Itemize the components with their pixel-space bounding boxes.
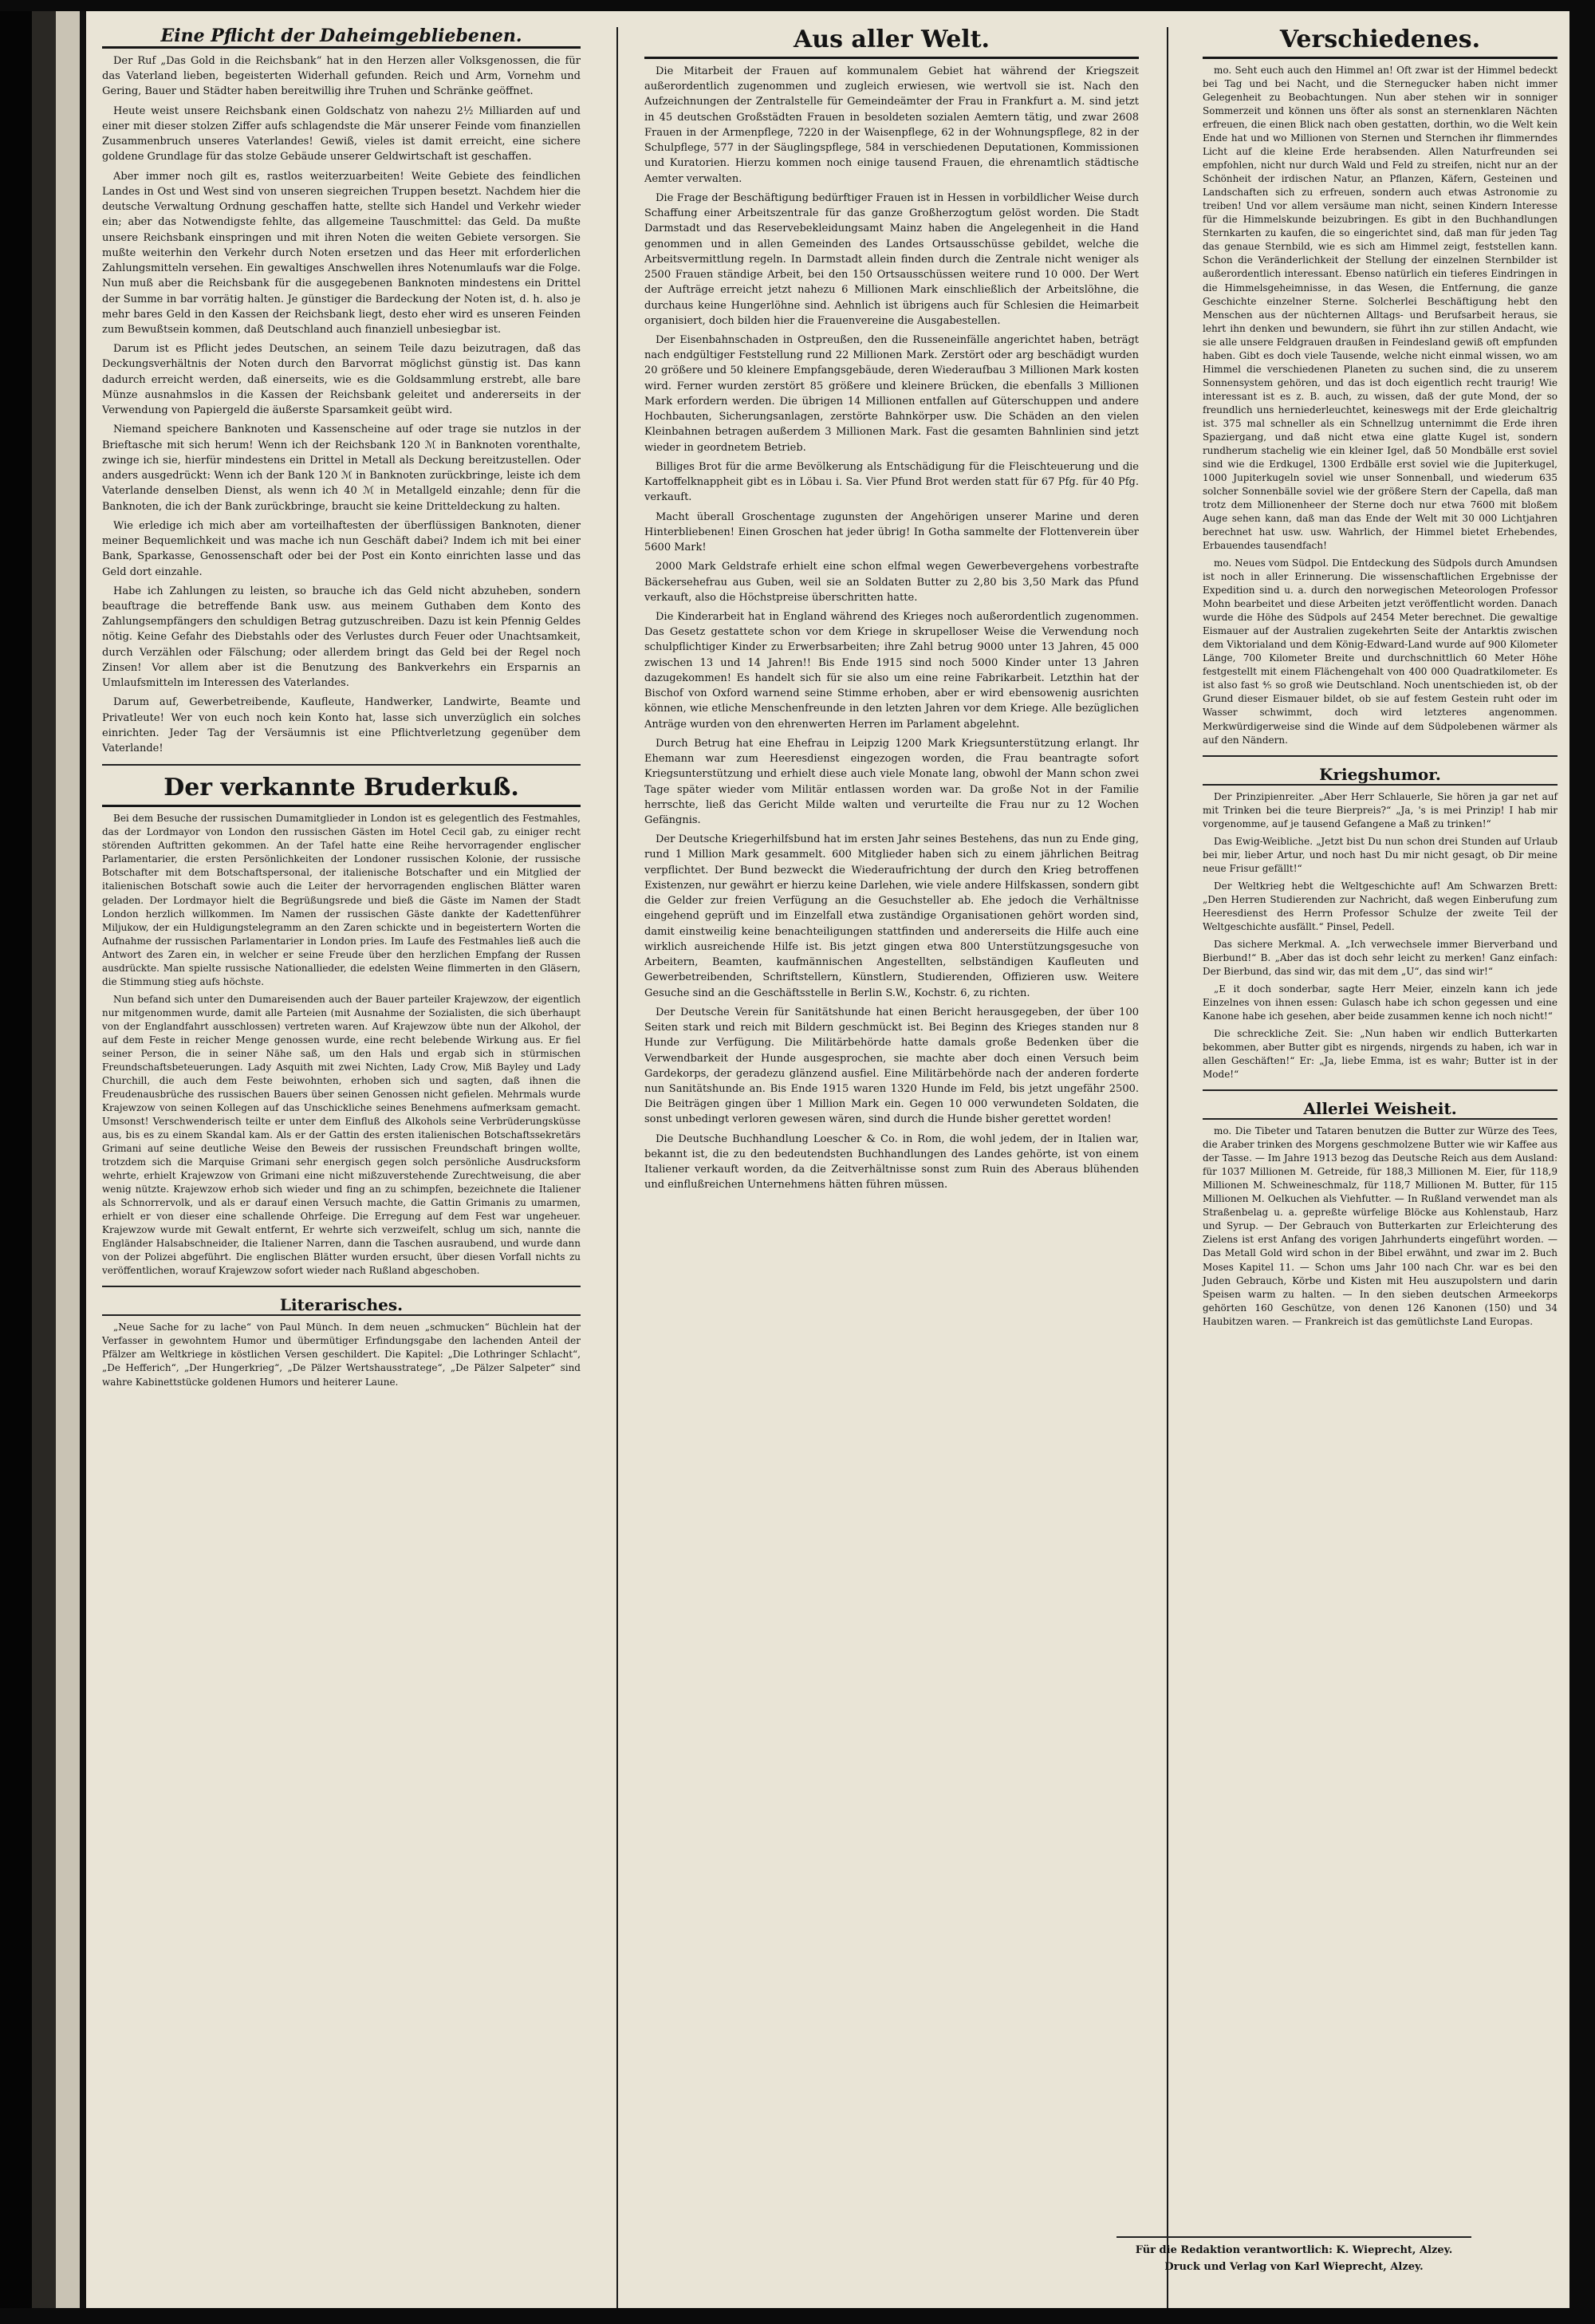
article-heading: Kriegshumor.: [1203, 765, 1558, 786]
article-heading: Literarisches.: [102, 1295, 581, 1316]
section-divider: [1203, 1089, 1558, 1091]
paragraph: Wie erledige ich mich aber am vorteilhaftesten der überflüssigen Banknoten, diener meiner Bequemlichkeit und was mache ich nun Geschäft dabei? Indem ich mit bei einer Bank, Sparkasse, Genossenschaft oder bei der Post ein Konto einrichten lasse und das Geld dort einzahle.: [102, 519, 581, 578]
paragraph: Die schreckliche Zeit. Sie: „Nun haben wir endlich Butterkarten bekommen, aber Butter gibt es nirgends, nirgends zu haben, ich war in allen Geschäften!“ Er: „Ja, liebe Emma, ist es wahr; Butter ist in der Mode!“: [1203, 1028, 1558, 1081]
paragraph: mo. Seht euch auch den Himmel an! Oft zwar ist der Himmel bedeckt bei Tag und bei Nacht, und die Sternegucker haben nicht immer Gelegenheit zu Beobachtungen. Nun aber stehen wir in sonniger Sommerzeit und können uns öfter als sonst an sternenklaren Nächten erfreuen, die einen Blick nach oben gestatten, dorthin, wo die Welt kein Ende hat und wo Millionen von Sternen und Sternchen ihr flimmerndes Licht auf die kleine Erde herabsenden. Allen Naturfreunden sei empfohlen, nicht nur durch Wald und Feld zu streifen, nicht nur an der Schönheit der irdischen Natur, an Pflanzen, Käfern, Gesteinen und Landschaften sich zu erfreuen, sondern auch etwas Astronomie zu treiben! Und vor allem versäume man nicht, seinen Kindern Interesse für die Himmelskunde beizubringen. Es gibt in den Buchhandlungen Sternkarten zu kaufen, die so eingerichtet sind, daß man für jeden Tag das genaue Sternbild, wie es sich am Himmel zeigt, feststellen kann. Schon die Veränderlichkeit der Stellung der einzelnen Sternbilder ist außerordentlich interessant. Ebenso natürlich ein tieferes Eindringen in die Himmelsgeheimnisse, in das Wesen, die Entfernung, die ganze Geschichte einzelner Sterne. Solcherlei Beschäftigung hebt den Menschen aus der nüchternen Alltags- und Berufsarbeit heraus, sie lehrt ihn denken und bewundern, sie führt ihn zur stillen Andacht, wie sie alle unsere Feldgrauen draußen in Feindesland gewiß oft empfunden haben. Gibt es doch viele Tausende, welche nicht einmal wissen, wo am Himmel die verschiedenen Planeten zu suchen sind, die zu unserem Sonnensystem gehören, und das ist doch eigentlich recht traurig! Wie interessant ist es z. B. auch, zu wissen, daß der gute Mond, der so freundlich uns herniederleuchtet, keineswegs mit der Erde gleichaltrig ist. 375 mal schneller als ein Schnellzug unternimmt die Erde ihren Spaziergang, und daß nicht etwa eine glatte Kugel ist, sondern rundherum stachelig wie ein kleiner Igel, daß 50 Mondbälle erst soviel sind wie die Erdkugel, 1300 Erdbälle erst soviel wie die Jupiterkugel, 1000 Jupiterkugeln soviel wie unser Sonnenball, und wiederum 635 solcher Sonnenbälle soviel wie der größere Stern der Capella, daß man trotz dem Millionenheer der Sterne doch nur etwa 7600 mit bloßem Auge sehen kann, daß man das Ende der Welt mit 30 000 Lichtjahren berechnet hat usw. usw. Wahrlich, der Himmel bietet Erhebendes, Erbauendes tausendfach!: [1203, 65, 1558, 552]
article-body: [102, 1321, 581, 1388]
article-body: [102, 812, 581, 1278]
article-body: [1203, 1125, 1558, 1328]
paragraph: Durch Betrug hat eine Ehefrau in Leipzig 1200 Mark Kriegsunterstützung erlangt. Ihr Ehemann war zum Heeresdienst eingezogen worden, die Frau beantragte sofort Kriegsunterstützung und erhielt diese auch viele Monate lang, obwohl der Mann schon zwei Tage später wieder vom Militär entlassen worden war. Da große Not in der Familie herrschte, ließ das Gericht Milde walten und verurteilte die Frau nur zu 12 Wochen Gefängnis.: [644, 737, 1139, 827]
paragraph: Darum auf, Gewerbetreibende, Kaufleute, Handwerker, Landwirte, Beamte und Privatleute! Wer von euch noch kein Konto hat, lasse sich unverzüglich ein solches einrichten. Jeder Tag der Versäumnis ist eine Pflichtverletzung gegenüber dem Vaterlande!: [102, 696, 581, 755]
paragraph: Heute weist unsere Reichsbank einen Goldschatz von nahezu 2½ Milliarden auf und einer mit dieser stolzen Ziffer aufs schlagendste die Mär unserer Feinde vom finanziellen Zusammenbruch unseres Vaterlandes! Gewiß, vieles ist damit erreicht, eine sichere goldene Grundlage für das stolze Gebäude unserer Geldwirtschaft ist geschaffen.: [102, 104, 581, 163]
paragraph: „E it doch sonderbar, sagte Herr Meier, einzeln kann ich jede Einzelnes von ihnen essen: Gulasch habe ich schon gegessen und eine Kanone habe ich gesehen, aber beide zusammen kenne ich noch nicht!“: [1203, 983, 1558, 1022]
article-body: [1203, 64, 1558, 747]
column-left: [102, 26, 581, 1393]
paragraph: Macht überall Groschentage zugunsten der Angehörigen unserer Marine und deren Hinterbliebenen! Einen Groschen hat jeder übrig! In Gotha sammelte der Flottenverein über 5600 Mark!: [644, 510, 1139, 554]
article-heading: Verschiedenes.: [1203, 26, 1558, 59]
article-body: [1203, 790, 1558, 1082]
paragraph: Nun befand sich unter den Dumareisenden auch der Bauer parteiler Krajewzow, der eigentlich nur mitgenommen wurde, damit alle Parteien (mit Ausnahme der Sozialisten, die sich überhaupt von der Englandfahrt ausschlossen) vertreten waren. Auf Krajewzow übte nun der Alkohol, der auf dem Feste in reicher Menge genossen wurde, eine recht belebende Wirkung aus. Er fiel seiner Person, die in seiner Nähe saß, um den Hals und ergab sich in stürmischen Freundschaftsbeteuerungen. Lady Asquith mit zwei Nichten, Lady Crow, Miß Bayley und Lady Churchill, die auch dem Feste beiwohnten, erhoben sich und sagten, daß ihnen die Freudenausbrüche des russischen Bauers über seinen Genossen nicht gefielen. Mehrmals wurde Krajewzow von seinen Kollegen auf das Unschickliche seines Benehmens aufmerksam gemacht. Umsonst! Verschwenderisch teilte er unter dem Einfluß des Alkohols seine Verbrüderungsküsse aus, bis es zu einem Skandal kam. Als er der Gattin des ersten italienischen Botschaftssekretärs Grimani auf seine deutliche Weise den Beweis der russischen Freundschaft bringen wollte, trotzdem sich die Marquise Grimani sehr energisch gegen solch persönliche Ausdrucksform wehrte, erhielt Krajewzow von Grimani eine nicht mißzuverstehende Zurechtweisung, die aber wenig nützte. Krajewzow erhob sich wieder und fing an zu schimpfen, bezeichnete die Italiener als Schnorrervolk, und als er darauf einen Versuch machte, die Gattin Grimanis zu umarmen, erhielt er von dieser eine schallende Ohrfeige. Die Erregung auf dem Fest war ungeheuer. Krajewzow wurde mit Gewalt entfernt, Er wehrte sich verzweifelt, schlug um sich, nannte die Engländer Halsabschneider, die Italiener Narren, dann die Taschen ausraubend, und wurde dann von der Polizei abgeführt. Die englischen Blätter wurden ersucht, über diesen Vorfall nichts zu veröffentlichen, worauf Krajewzow sofort wieder nach Rußland abgeschoben.: [102, 993, 581, 1277]
article-heading: Eine Pflicht der Daheimgebliebenen.: [102, 26, 581, 49]
binding-edge: [0, 11, 86, 2308]
paragraph: Das sichere Merkmal. A. „Ich verwechsele immer Bierverband und Bierbund!“ B. „Aber das ist doch sehr leicht zu merken! Ganz einfach: Der Bierbund, das sind wir, das mit dem „U“, das sind wir!“: [1203, 938, 1558, 977]
article-body: [644, 64, 1139, 1193]
column-middle: [644, 26, 1139, 1197]
article-body: [102, 53, 581, 756]
section-divider: [1203, 755, 1558, 757]
paragraph: Niemand speichere Banknoten und Kassenscheine auf oder trage sie nutzlos in der Brieftasche mit sich herum! Wenn ich der Reichsbank 120 ℳ in Banknoten vorenthalte, zwinge ich sie, hierfür mindestens ein Drittel in Metall als Deckung bereitzustellen. Oder anders ausgedrückt: Wenn ich der Bank 120 ℳ in Banknoten zurückbringe, leiste ich dem Vaterlande denselben Dienst, als wenn ich 40 ℳ in Metallgeld einzahle; denn für die Banknoten, die ich der Bank zurückbringe, braucht sie keine Dritteldeckung zu halten.: [102, 423, 581, 513]
paragraph: Die Frage der Beschäftigung bedürftiger Frauen ist in Hessen in vorbildlicher Weise durch Schaffung einer Arbeitszentrale für das ganze Großherzogtum gelöst worden. Die Stadt Darmstadt und das Reservebekleidungsamt Mainz haben die Angelegenheit in die Hand genommen und in allen Gemeinden des Landes Ortsausschüsse gebildet, welche die Arbeitsvermittlung regeln. In Darmstadt allein finden durch die Zentrale nicht weniger als 2500 Frauen ständige Arbeit, bei den 150 Ortsausschüssen weitere rund 10 000. Der Wert der Aufträge erreicht jetzt nahezu 6 Millionen Mark einschließlich der Arbeitslöhne, die durchaus keine Hungerlöhne sind. Aehnlich ist übrigens auch für Schlesien die Heimarbeit organisiert, doch bilden hier die Frauenvereine die Ausgabestellen.: [644, 191, 1139, 327]
paragraph: 2000 Mark Geldstrafe erhielt eine schon elfmal wegen Gewerbevergehens vorbestrafte Bäckersehefrau aus Guben, weil sie an Soldaten Butter zu 2,80 bis 3,50 Mark das Pfund verkauft, also die Höchstpreise überschritten hatte.: [644, 561, 1139, 604]
paragraph: Billiges Brot für die arme Bevölkerung als Entschädigung für die Fleischteuerung und die Kartoffelknappheit gibt es in Löbau i. Sa. Vier Pfund Brot werden statt für 67 Pfg. für 40 Pfg. verkauft.: [644, 460, 1139, 504]
paragraph: Die Mitarbeit der Frauen auf kommunalem Gebiet hat während der Kriegszeit außerordentlich zugenommen und zugleich erwiesen, wie wertvoll sie ist. Nach den Aufzeichnungen der Zentralstelle für Gemeindeämter der Frau in Frankfurt a. M. sind jetzt in 45 deutschen Großstädten Frauen in besoldeten sozialen Aemtern tätig, und zwar 2608 Frauen in der Armenpflege, 7220 in der Waisenpflege, 62 in der Wohnungspflege, 82 in der Schulpflege, 577 in der Säuglingspflege, 584 in verschiedenen Deputationen, Kommissionen und Kuratorien. Hierzu kommen noch einige tausend Frauen, die ehrenamtlich städtische Aemter verwalten.: [644, 65, 1139, 185]
article-heading: Allerlei Weisheit.: [1203, 1099, 1558, 1120]
imprint-printer: Druck und Verlag von Karl Wieprecht, Alzey.: [1164, 2260, 1424, 2273]
paragraph: Der Prinzipienreiter. „Aber Herr Schlauerle, Sie hören ja gar net auf mit Trinken bei die teure Bierpreis?“ „Ja, 's is mei Prinzip! I hab mir vorgenomme, auf je tausend Gefangene a Maß zu trinken!“: [1203, 790, 1558, 829]
section-divider: [102, 1286, 581, 1287]
paragraph: mo. Neues vom Südpol. Die Entdeckung des Südpols durch Amundsen ist noch in aller Erinnerung. Die wissenschaftlichen Ergebnisse der Expedition sind u. a. durch den norwegischen Meteorologen Professor Mohn bearbeitet und diese Arbeiten jetzt veröffentlicht worden. Danach wurde die Höhe des Südpols auf 2454 Meter berechnet. Die gewaltige Eismauer auf der Australien zugekehrten Seite der Antarktis zwischen dem Viktorialand und dem König-Edward-Land wurde auf 900 Kilometer Länge, 700 Kilometer Breite und durchschnittlich 60 Meter Höhe festgestellt mit einem Flächengehalt von 400 000 Quadratkilometer. Es ist also fast ⅘ so groß wie Deutschland. Noch unentschieden ist, ob der Grund dieser Eismauer bildet, ob sie auf festem Gestein ruht oder im Wasser schwimmt, doch wird letzteres angenommen. Merkwürdigerweise sind die Winde auf dem Südpolebenen wärmer als auf den Nändern.: [1203, 557, 1558, 746]
paragraph: Das Ewig-Weibliche. „Jetzt bist Du nun schon drei Stunden auf Urlaub bei mir, lieber Artur, und noch hast Du mir nicht gesagt, ob Dir meine neue Frisur gefällt!“: [1203, 835, 1558, 874]
paragraph: Aber immer noch gilt es, rastlos weiterzuarbeiten! Weite Gebiete des feindlichen Landes in Ost und West sind von unseren siegreichen Truppen besetzt. Nachdem hier die deutsche Verwaltung Ordnung geschaffen hatte, stellte sich Handel und Verkehr wieder ein; aber das Notwendigste fehlte, das allgemeine Tauschmittel: das Geld. Da mußte unsere Reichsbank einspringen und mit ihren Noten die weiten Gebiete versorgen. Sie mußte weiterhin den Verkehr durch Noten ersetzen und das Heer mit erforderlichen Zahlungsmitteln versehen. Ein gewaltiges Anschwellen ihres Notenumlaufs war die Folge. Nun muß aber die Reichsbank für die ausgegebenen Banknoten mindestens ein Drittel der Summe in bar vorrätig halten. Je günstiger die Bardeckung der Noten ist, d. h. also je mehr bares Geld in den Kassen der Reichsbank liegt, desto eher wird es unseren Feinden zum Bewußtsein kommen, daß Deutschland auch finanziell unbesiegbar ist.: [102, 170, 581, 336]
imprint-rule: [1116, 2236, 1471, 2238]
paragraph: mo. Die Tibeter und Tataren benutzen die Butter zur Würze des Tees, die Araber trinken des Morgens geschmolzene Butter wie wir Kaffee aus der Tasse. — Im Jahre 1913 bezog das Deutsche Reich aus dem Ausland: für 1037 Millionen M. Getreide, für 188,3 Millionen M. Eier, für 118,9 Millionen M. Schweineschmalz, für 118,7 Millionen M. Butter, für 115 Millionen M. Oelkuchen als Viehfutter. — In Rußland verwendet man als Straßenbelag u. a. gepreßte würfelige Blöcke aus Kohlenstaub, Harz und Syrup. — Der Gebrauch von Butterkarten zur Erleichterung des Zielens ist erst Anfang des vorigen Jahrhunderts eingeführt worden. — Das Metall Gold wird schon in der Bibel erwähnt, und zwar im 2. Buch Moses Kapitel 11. — Schon ums Jahr 100 nach Chr. war es bei den Juden Gebrauch, Körbe und Kisten mit Heu auszupolstern und darin Speisen warm zu halten. — In den sieben deutschen Armeekorps gehörten 160 Geschütze, von denen 126 Kanonen (150) und 34 Haubitzen waren. — Frankreich ist das gemütlichste Land Europas.: [1203, 1125, 1558, 1327]
paragraph: Habe ich Zahlungen zu leisten, so brauche ich das Geld nicht abzuheben, sondern beauftrage die betreffende Bank usw. aus meinem Guthaben dem Konto des Zahlungsempfängers den schuldigen Betrag gutzuschreiben. Dazu ist kein Pfennig Geldes nötig. Keine Gefahr des Diebstahls oder des Verlustes durch Feuer oder Unachtsamkeit, durch Verzählen oder Fälschung; oder allerdem bringt das Geld bei der Regel noch Zinsen! Vor allem aber ist die Benutzung des Bankverkehrs ein Ersparnis an Umlaufsmitteln im Interessen des Vaterlandes.: [102, 585, 581, 690]
paragraph: „Neue Sache for zu lache“ von Paul Münch. In dem neuen „schmucken“ Büchlein hat der Verfasser in gewohntem Humor und übermütiger Erfindungsgabe den lachenden Anteil der Pfälzer am Weltkriege in köstlichen Versen geschildert. Die Kapitel: „Die Lothringer Schlacht“, „De Hefferich“, „Der Hungerkrieg“, „De Pälzer Wertshausstratege“, „De Pälzer Salpeter“ sind wahre Kabinettstücke goldenen Humors und heiterer Laune.: [102, 1322, 581, 1388]
article-heading: Aus aller Welt.: [644, 26, 1139, 59]
column-rule: [1167, 27, 1168, 2308]
paragraph: Der Deutsche Kriegerhilfsbund hat im ersten Jahr seines Bestehens, das nun zu Ende ging, rund 1 Million Mark gesammelt. 600 Mitglieder haben sich zu einem jährlichen Beitrag verpflichtet. Der Bund bezweckt die Wiederaufrichtung der durch den Krieg betroffenen Existenzen, nur gewährt er hierzu keine Darlehen, wie viele andere Hilfskassen, sondern gibt die Gelder zur freien Verfügung an die Gesuchsteller ab. Ehe jedoch die Verhältnisse eingehend geprüft und im Einzelfall etwa zuständige Organisationen gehört worden sind, damit einstweilig keine benachteiligungen stattfinden und andererseits die Hilfe auch eine wirklich ausreichende Hilfe ist. Bis jetzt gingen etwa 800 Unterstützungsgesuche von Arbeitern, Beamten, kaufmännischen Angestellten, selbständigen Kaufleuten und Gewerbetreibenden, Schriftstellern, Künstlern, Studierenden, Offizieren usw. Weitere Gesuche sind an die Geschäftsstelle in Berlin S.W., Kochstr. 6, zu richten.: [644, 833, 1139, 999]
section-divider: [102, 764, 581, 766]
imprint-editor: Für die Redaktion verantwortlich: K. Wieprecht, Alzey.: [1135, 2244, 1453, 2256]
column-right: [1203, 26, 1558, 1333]
article-heading: Der verkannte Bruderkuß.: [102, 774, 581, 807]
paragraph: Die Kinderarbeit hat in England während des Krieges noch außerordentlich zugenommen. Das Gesetz gestattete schon vor dem Kriege in skrupelloser Weise die Verwendung noch schulpflichtiger Kinder zu Erwerbsarbeiten; ihre Zahl betrug 9000 unter 13 Jahren, 45 000 zwischen 13 und 14 Jahren!! Bis Ende 1915 sind noch 5000 Kinder unter 13 Jahren dazugekommen! Es handelt sich für sie also um eine reine Fabrikarbeit. Letzthin hat der Bischof von Oxford warnend seine Stimme erhoben, aber er wird ebensowenig ausrichten können, wie etliche Menschenfreunde in den letzten Jahren vor dem Kriege. Alle bezüglichen Anträge wurden von den ehrenwerten Herren im Parlament abgelehnt.: [644, 610, 1139, 731]
paragraph: Bei dem Besuche der russischen Dumamitglieder in London ist es gelegentlich des Festmahles, das der Lordmayor von London den russischen Gästen im Hotel Cecil gab, zu einiger recht störenden Auftritten gekommen. An der Tafel hatte eine Reihe hervorragender englischer Parlamentarier, die ersten Persönlichkeiten der Londoner russischen Kolonie, der russische Botschafter mit dem Botschaftspersonal, der italienische Botschafter und ein Mitglied der italienischen Botschaft sowie auch die Leiter der hervorragenden englischen Blätter waren geladen. Der Lordmayor hielt die Begrüßungsrede und bieß die Gäste im Namen der Stadt London herzlich willkommen. Im Namen der russischen Gäste dankte der Kadettenführer Miljukow, der ein Huldigungstelegramm an den Zaren schickte und in begeistertern Worten die Aufnahme der russischen Parlamentarier in London pries. Im Laufe des Festmahles ließ auch die Antwort des Zaren ein, in welcher er seine Freude über den herzlichen Empfang der Russen ausdrückte. Man spielte russische Nationallieder, die edelsten Weine flimmerten in den Gläsern, die Stimmung stieg aufs höchste.: [102, 813, 581, 987]
paragraph: Der Ruf „Das Gold in die Reichsbank“ hat in den Herzen aller Volksgenossen, die für das Vaterland lieben, begeisterten Widerhall gefunden. Reich und Arm, Vornehm und Gering, Bauer und Städter haben bereitwillig ihre Truhen und Schränke geöffnet.: [102, 55, 581, 98]
imprint: [1116, 2236, 1471, 2276]
paragraph: Der Eisenbahnschaden in Ostpreußen, den die Russeneinfälle angerichtet haben, beträgt nach endgültiger Feststellung rund 22 Millionen Mark. Zerstört oder arg beschädigt wurden 20 größere und 50 kleinere Empfangsgebäude, deren Wiederaufbau 3 Millionen Mark kosten wird. Ferner wurden zerstört 85 größere und kleinere Brücken, die ebenfalls 3 Millionen Mark erfordern werden. Die übrigen 14 Millionen entfallen auf Güterschuppen und andere Hochbauten, Sicherungsanlagen, zerstörte Bahnkörper usw. Die Schäden an den vielen Kleinbahnen betragen außerdem 3 Millionen Mark. Fast die gesamten Bahnlinien sind jetzt wieder in geordnetem Betrieb.: [644, 333, 1139, 454]
paragraph: Die Deutsche Buchhandlung Loescher & Co. in Rom, die wohl jedem, der in Italien war, bekannt ist, die zu den bedeutendsten Buchhandlungen des Landes gehörte, ist von einem Italiener verkauft worden, da die Zeitverhältnisse sonst zum Ruin des Aberaus blühenden und einflußreichen Unternehmens hätten führen müssen.: [644, 1132, 1139, 1192]
paragraph: Darum ist es Pflicht jedes Deutschen, an seinem Teile dazu beizutragen, daß das Deckungsverhältnis der Noten durch den Barvorrat möglichst günstig ist. Das kann dadurch erreicht werden, daß einerseits, wie es die Goldsammlung erstrebt, alle bare Münze ausnahmslos in die Kassen der Reichsbank geleitet und andererseits in der Verwendung von Papiergeld die äußerste Sparsamkeit geübt wird.: [102, 343, 581, 417]
column-rule: [616, 27, 618, 2308]
paragraph: Der Deutsche Verein für Sanitätshunde hat einen Bericht herausgegeben, der über 100 Seiten stark und reich mit Bildern geschmückt ist. Bei Beginn des Krieges standen nur 8 Hunde zur Verfügung. Die Militärbehörde hatte damals große Bedenken über die Verwendbarkeit der Hunde ausgesprochen, sie machte aber doch einen Versuch beim Gardekorps, der geradezu glänzend ausfiel. Eine Militärbehörde nach der anderen forderte nun Sanitätshunde an. Bis Ende 1915 waren 1320 Hunde im Feld, bis jetzt ungefähr 2500. Die Beiträgen gingen über 1 Million Mark ein. Gegen 10 000 verwundeten Soldaten, die sonst unbedingt verloren gewesen wären, sind durch die Hunde bisher gerettet worden!: [644, 1006, 1139, 1126]
paragraph: Der Weltkrieg hebt die Weltgeschichte auf! Am Schwarzen Brett: „Den Herren Studierenden zur Nachricht, daß wegen Einberufung zum Heeresdienst des Herrn Professor Schulze der zweite Teil der Weltgeschichte ausfällt.“ Pinsel, Pedell.: [1203, 880, 1558, 932]
newspaper-page: [86, 11, 1569, 2308]
